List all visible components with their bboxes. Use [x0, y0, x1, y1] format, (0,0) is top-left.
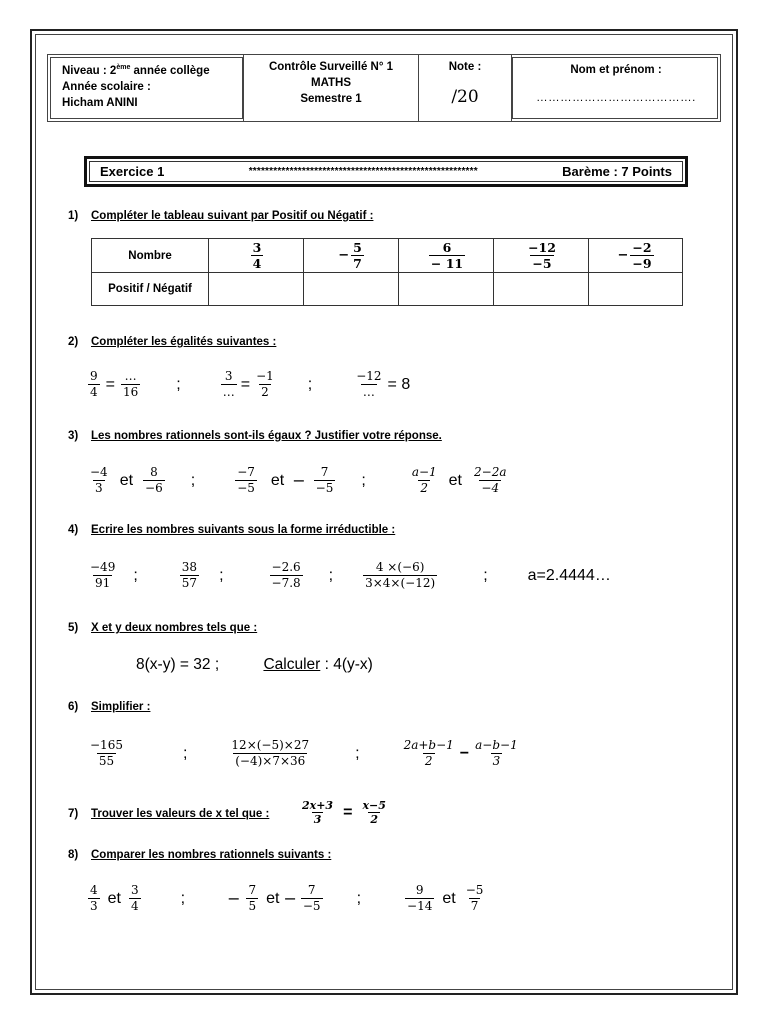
level-text: Niveau : 2ème année collège: [62, 64, 210, 77]
exam-semester: Semestre 1: [300, 93, 362, 105]
question-number: 5): [68, 622, 79, 634]
question-text: Trouver les valeurs de x tel que :: [91, 808, 270, 820]
question-text: Comparer les nombres rationnels suivants :: [91, 849, 332, 861]
question-text: X et y deux nombres tels que :: [91, 622, 258, 634]
xy-equation: 8(x-y) = 32 ; Calculer : 4(y-x): [136, 656, 373, 673]
question-number: 8): [68, 849, 79, 861]
compare-row: $\frac{4}{3}$ et $\frac{3}{4}$ ; − $\frac{7}{5}$ et − $\frac{7}{-5}$ ; $\frac{9}{-14}$ et $\frac{-5}{7}$: [90, 883, 484, 913]
exercise-title: Exercice 1: [100, 164, 165, 179]
exam-title: Contrôle Surveillé N° 1: [268, 61, 394, 73]
question-text: Ecrire les nombres suivants sous la forme irréductible :: [91, 524, 396, 536]
question-text: Simplifier :: [91, 701, 151, 713]
teacher-name: Hicham ANINI: [62, 96, 138, 109]
grade-label: Note :: [448, 61, 482, 73]
a-value: a=2.4444…: [527, 566, 611, 584]
table-answer-cell[interactable]: [399, 273, 494, 306]
school-year-label: Année scolaire :: [62, 80, 151, 93]
table-answer-cell[interactable]: [589, 273, 683, 306]
question-text: Compléter les égalités suivantes :: [91, 336, 277, 348]
name-field[interactable]: ………………………………….: [536, 92, 696, 104]
header-exam-box: [243, 54, 419, 122]
table-answer-cell[interactable]: [209, 273, 304, 306]
question-number: 3): [68, 430, 79, 442]
question-number: 2): [68, 336, 79, 348]
exercise-stars: ********************************************************: [248, 166, 478, 177]
exam-subject: MATHS: [310, 77, 352, 89]
irreducible-row: $\frac{-49}{91}$ ; $\frac{38}{57}$ ; $\frac{-2.6}{-7.8}$ ; $\frac{4 \times(-6)}{3\times 4\times(-12)}$ ; a=2.4444…: [90, 560, 611, 590]
exercise-scale: Barème : 7 Points: [562, 164, 672, 179]
question-text: Compléter le tableau suivant par Positif ou Négatif :: [91, 210, 374, 222]
question-text: Les nombres rationnels sont-ils égaux ? Justifier votre réponse.: [91, 430, 442, 442]
header-grade-box: [418, 54, 512, 122]
header-level-box: [47, 54, 244, 122]
simplify-row: $\frac{-165}{55}$ ; $\frac{12\times(-5)\times 27}{(-4)\times 7\times 36}$ ; $\frac{2a+b-1}{2}$ − $\frac{a-b-1}{3}$: [90, 738, 518, 768]
exercise-title-box: [84, 156, 688, 187]
table-cell-fraction: $\frac{3}{4}$: [209, 239, 304, 273]
equalities-row: $\frac{9}{4}$ = $\frac{\dots}{16}$ ; $\frac{3}{\dots}$ = $\frac{-1}{2}$ ; $\frac{-12}{\dots}$ = 8: [90, 369, 411, 399]
header-name-box: [511, 54, 721, 122]
sign-table: [91, 238, 683, 306]
question-number: 4): [68, 524, 79, 536]
table-cell-fraction: − $\frac{-2}{-9}$: [589, 239, 683, 273]
table-cell-fraction: $\frac{-12}{-5}$: [494, 239, 589, 273]
question-number: 6): [68, 701, 79, 713]
equation-x: $\frac{2x+3}{3}$ = $\frac{x-5}{2}$: [302, 799, 386, 826]
table-answer-cell[interactable]: [494, 273, 589, 306]
table-header-sign: Positif / Négatif: [92, 273, 209, 306]
name-label: Nom et prénom :: [570, 64, 662, 76]
question-number: 7): [68, 808, 79, 820]
table-answer-cell[interactable]: [304, 273, 399, 306]
rationals-equal-row: $\frac{-4}{3}$ et $\frac{8}{-6}$ ; $\frac{-7}{-5}$ et − $\frac{7}{-5}$ ; $\frac{a-1}{2}$ et $\frac{2-2a}{-4}$: [90, 465, 507, 495]
table-cell-fraction: $\frac{6}{- 11}$: [399, 239, 494, 273]
grade-value: /20: [451, 87, 479, 107]
question-number: 1): [68, 210, 79, 222]
table-cell-fraction: − $\frac{5}{7}$: [304, 239, 399, 273]
table-header-number: Nombre: [92, 239, 209, 273]
